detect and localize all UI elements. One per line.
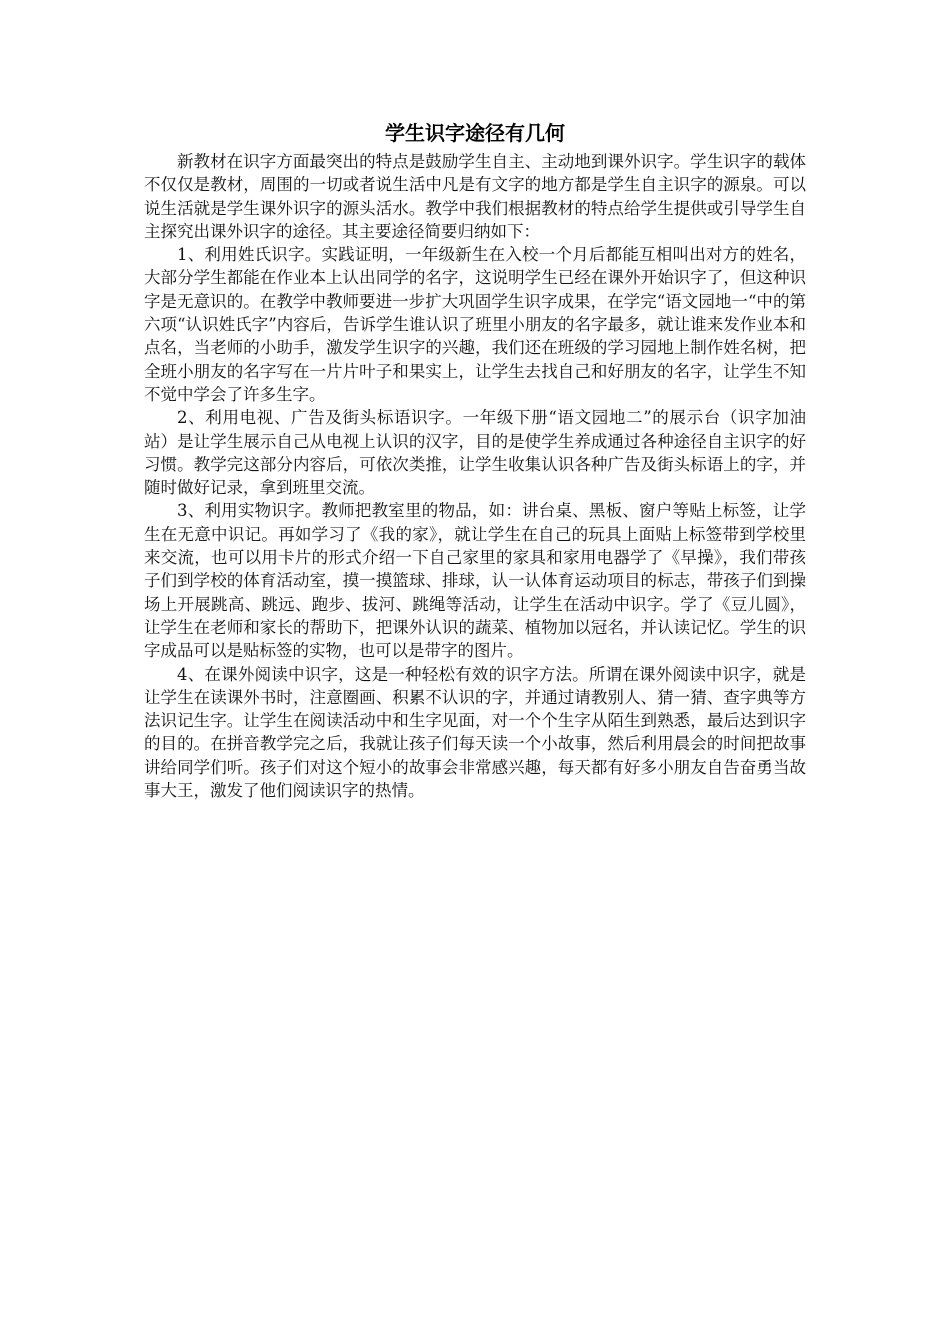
- paragraph-tv-ads-literacy: 2、利用电视、广告及街头标语识字。一年级下册“语文园地二”的展示台（识字加油站）是让学生展示自己从电视上认识的汉字，目的是使学生养成通过各种途径自主识字的好习惯。教学完这部分内容后，可依次类推，让学生收集认识各种广告及街头标语上的字，并随时做好记录，拿到班里交流。: [144, 408, 806, 498]
- paragraph-surname-literacy: 1、利用姓氏识字。实践证明，一年级新生在入校一个月后都能互相叫出对方的姓名，大部分学生都能在作业本上认出同学的名字，这说明学生已经在课外开始识字了，但这种识字是无意识的。在教学中教师要进一步扩大巩固学生识字成果，在学完“语文园地一“中的第六项“认识姓氏字”内容后，告诉学生谁认识了班里小朋友的名字最多，就让谁来发作业本和点名，当老师的小助手，激发学生识字的兴趣，我们还在班级的学习园地上制作姓名树，把全班小朋友的名字写在一片片叶子和果实上，让学生去找自己和好朋友的名字，让学生不知不觉中学会了许多生字。: [144, 245, 806, 404]
- document-body: [144, 118, 806, 802]
- paragraph-reading-literacy: 4、在课外阅读中识字，这是一种轻松有效的识字方法。所谓在课外阅读中识字，就是让学生在读课外书时，注意圈画、积累不认识的字，并通过请教别人、猜一猜、查字典等方法识记生字。让学生在阅读活动中和生字见面，对一个个生字从陌生到熟悉，最后达到识字的目的。在拼音教学完之后，我就让孩子们每天读一个小故事，然后利用晨会的时间把故事讲给同学们听。孩子们对这个短小的故事会非常感兴趣，每天都有好多小朋友自告奋勇当故事大王，激发了他们阅读识字的热情。: [144, 664, 806, 801]
- document-title: 学生识字途径有几何: [385, 121, 565, 145]
- paragraph-object-literacy: 3、利用实物识字。教师把教室里的物品，如：讲台桌、黑板、窗户等贴上标签，让学生在无意中识记。再如学习了《我的家》，就让学生在自己的玩具上面贴上标签带到学校里来交流，也可以用卡片的形式介绍一下自己家里的家具和家用电器学了《早操》，我们带孩子们到学校的体育活动室，摸一摸篮球、排球，认一认体育运动项目的标志，带孩子们到操场上开展跳高、跳远、跑步、拔河、跳绳等活动，让学生在活动中识字。学了《豆儿圆》，让学生在老师和家长的帮助下，把课外认识的蔬菜、植物加以冠名，并认读记忆。学生的识字成品可以是贴标签的实物，也可以是带字的图片。: [144, 501, 806, 661]
- paragraph-intro: 新教材在识字方面最突出的特点是鼓励学生自主、主动地到课外识字。学生识字的载体不仅仅是教材，周围的一切或者说生活中凡是有文字的地方都是学生自主识字的源泉。可以说生活就是学生课外识字的源头活水。教学中我们根据教材的特点给学生提供或引导学生自主探究出课外识字的途径。其主要途径简要归纳如下：: [144, 152, 806, 241]
